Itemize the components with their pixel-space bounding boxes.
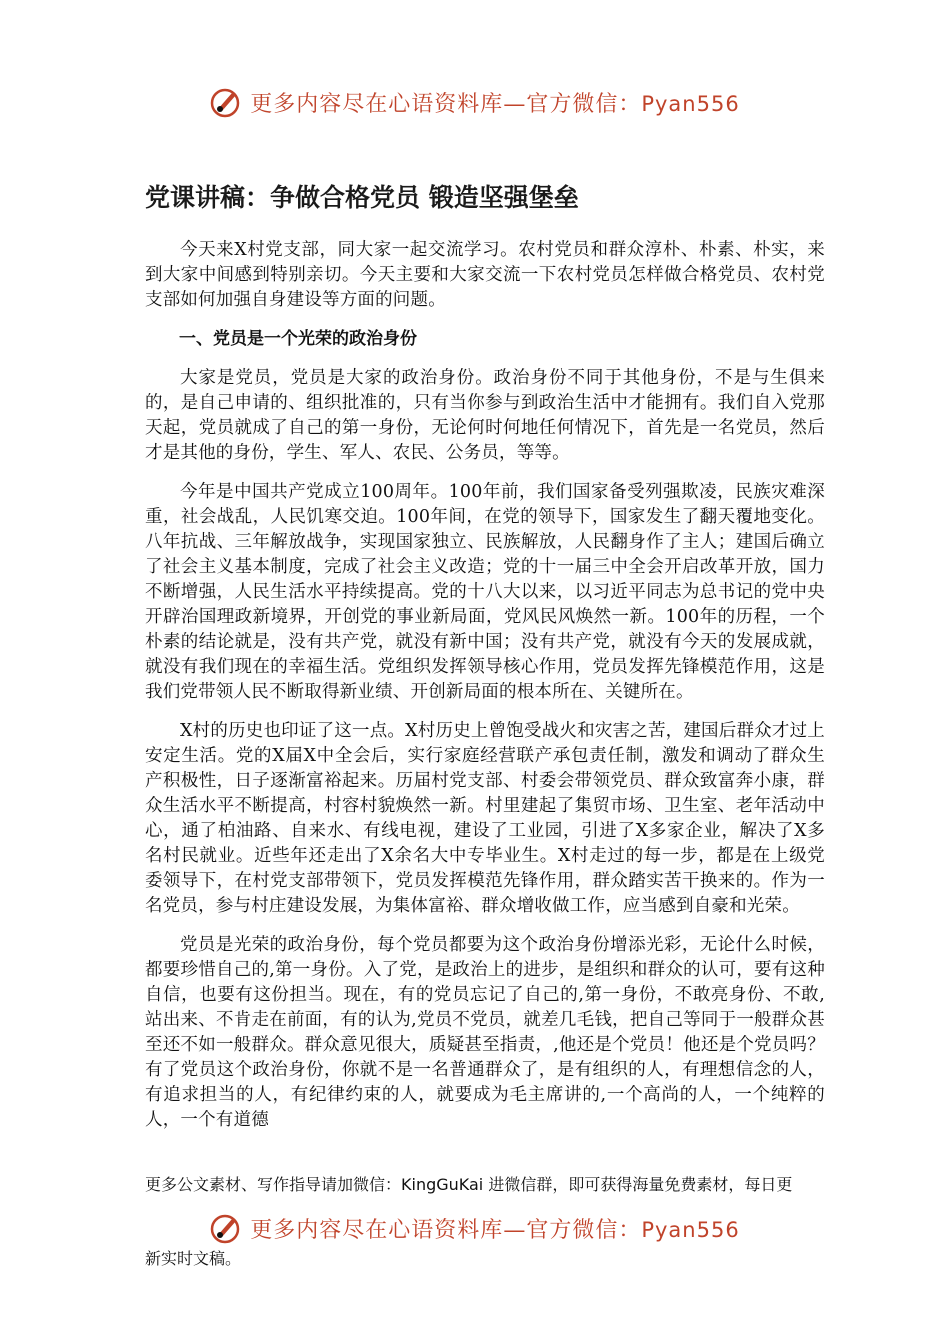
footer-note: 更多公文素材、写作指导请加微信：KingGuKai 进微信群，即可获得海量免费素材，每日更 [145, 1175, 793, 1194]
body-paragraph: X村的历史也印证了这一点。X村历史上曾饱受战火和灾害之苦，建国后群众才过上安定生活。党的X届X中全会后，实行家庭经营联产承包责任制，激发和调动了群众生产积极性，日子逐渐富裕起来。历届村党支部、村委会带领党员、群众致富奔小康，群众生活水平不断提高，村容村貌焕然一新。村里建起了集贸市场、卫生室、老年活动中心，通了柏油路、自来水、有线电视，建设了工业园，引进了X多家企业，解决了X多名村民就业。近些年还走出了X余名大中专毕业生。X村走过的每一步，都是在上级党委领导下，在村党支部带领下，党员发挥模范先锋作用，群众踏实苦干换来的。作为一名党员，参与村庄建设发展，为集体富裕、群众增收做工作，应当感到自豪和光荣。 [145, 721, 825, 916]
body-paragraph: 党员是光荣的政治身份，每个党员都要为这个政治身份增添光彩，无论什么时候，都要珍惜自己的,第一身份。入了党，是政治上的进步，是组织和群众的认可，要有这种自信，也要有这份担当。现在，有的党员忘记了自己的,第一身份，不敢亮身份、不敢,站出来、不肯走在前面，有的认为,党员不党员，就差几毛钱，把自己等同于一般群众甚至还不如一般群众。群众意见很大，质疑甚至指责，,他还是个党员！他还是个党员吗？有了党员这个政治身份，你就不是一名普通群众了，是有组织的人，有理想信念的人，有追求担当的人，有纪律约束的人，就要成为毛主席讲的,一个高尚的人，一个纯粹的人，一个有道德 [145, 935, 825, 1130]
section-heading: 一、党员是一个光荣的政治身份 [179, 329, 417, 349]
page-title: 党课讲稿：争做合格党员 锻造坚强堡垒 [145, 183, 579, 212]
banner-text: 更多内容尽在心语资料库—官方微信：Pyan556 [250, 1217, 740, 1243]
intro-paragraph: 今天来X村党支部，同大家一起交流学习。农村党员和群众淳朴、朴素、朴实，来到大家中间感到特别亲切。今天主要和大家交流一下农村党员怎样做合格党员、农村党支部如何加强自身建设等方面的问题。 [145, 240, 825, 310]
body-paragraph: 大家是党员，党员是大家的政治身份。政治身份不同于其他身份，不是与生俱来的，是自己申请的、组织批准的，只有当你参与到政治生活中才能拥有。我们自入党那天起，党员就成了自己的第一身份，无论何时何地任何情况下，首先是一名党员，然后才是其他的身份，学生、军人、农民、公务员，等等。 [145, 368, 825, 463]
body-paragraph: 今年是中国共产党成立100周年。100年前，我们国家备受列强欺凌，民族灾难深重，社会战乱，人民饥寒交迫。100年间，在党的领导下，国家发生了翻天覆地变化。八年抗战、三年解放战争，实现国家独立、民族解放，人民翻身作了主人；建国后确立了社会主义基本制度，完成了社会主义改造；党的十一届三中全会开启改革开放，国力不断增强，人民生活水平持续提高。党的十八大以来，以习近平同志为总书记的党中央开辟治国理政新境界，开创党的事业新局面，党风民风焕然一新。100年的历程，一个朴素的结论就是，没有共产党，就没有新中国；没有共产党，就没有今天的发展成就，就没有我们现在的幸福生活。党组织发挥领导核心作用，党员发挥先锋模范作用，这是我们党带领人民不断取得新业绩、开创新局面的根本所在、关键所在。 [145, 482, 825, 702]
banner-text: 更多内容尽在心语资料库—官方微信：Pyan556 [250, 91, 740, 117]
document-body [145, 178, 825, 1133]
brand-logo-icon [210, 85, 244, 119]
footer-banner [0, 1206, 950, 1250]
footer-tail: 新实时文稿。 [145, 1249, 242, 1268]
brand-logo-icon [210, 1211, 244, 1245]
header-banner [0, 80, 950, 124]
